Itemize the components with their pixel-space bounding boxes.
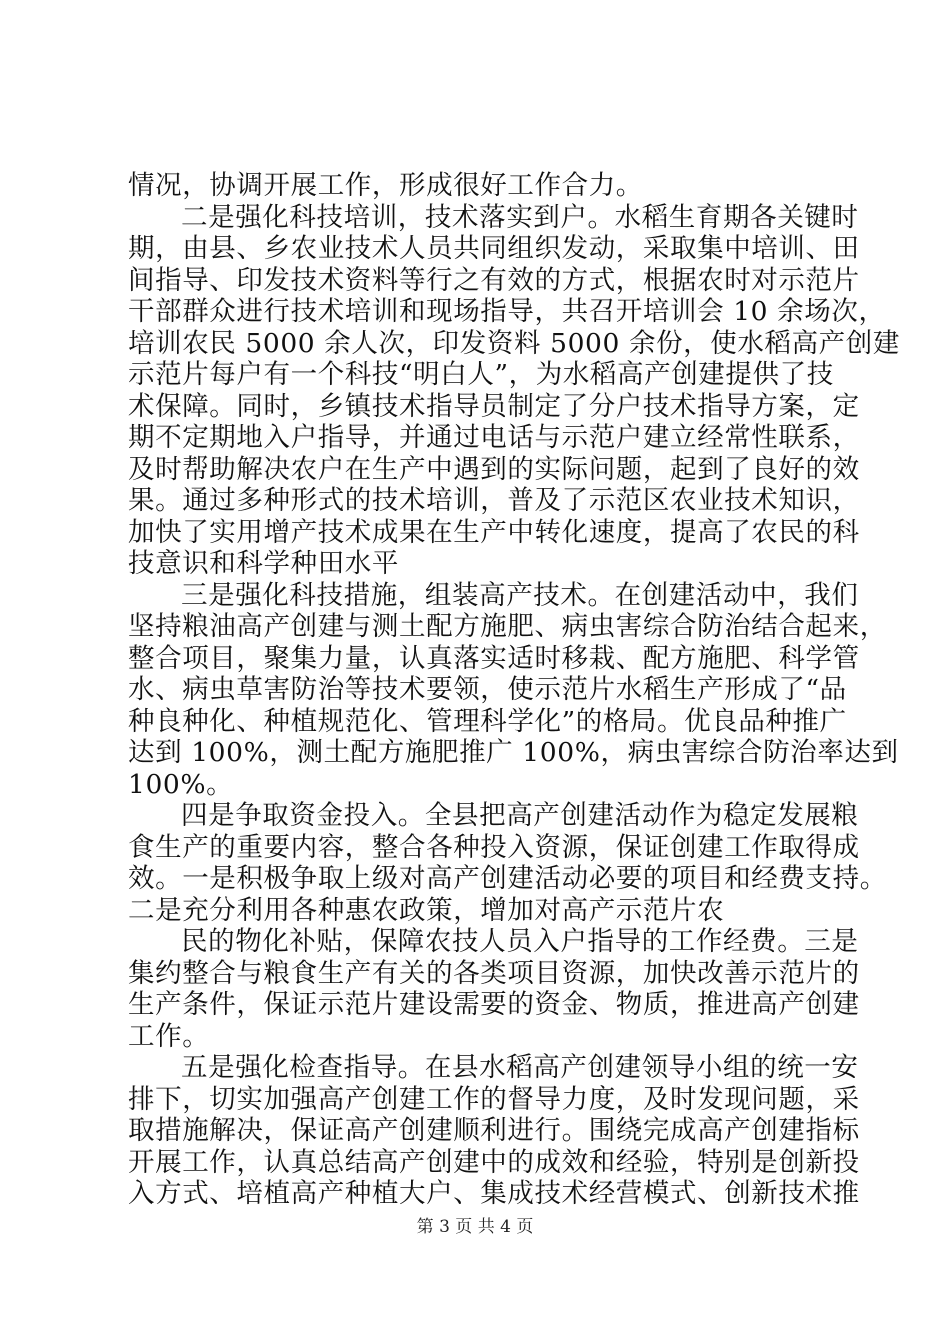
text-line: 生产条件，保证示范片建设需要的资金、物质，推进高产创建 (128, 989, 860, 1020)
text-line: 培训农民 5000 余人次，印发资料 5000 余份，使水稻高产创建 (128, 327, 900, 359)
text-line: 期，由县、乡农业技术人员共同组织发动，采取集中培训、田 (128, 233, 860, 264)
text-line: 工作。 (128, 1020, 210, 1052)
text-line: 期不定期地入户指导，并通过电话与示范户建立经常性联系， (128, 422, 860, 453)
text-line: 示范片每户有一个科技“明白人”，为水稻高产创建提供了技 (128, 359, 834, 390)
text-line: 入方式、培植高产种植大户、集成技术经营模式、创新技术推 (128, 1178, 860, 1209)
text-line: 种良种化、种植规范化、管理科学化”的格局。优良品种推广 (128, 705, 847, 737)
text-line: 技意识和科学种田水平 (128, 548, 399, 579)
paragraph-start-line: 民的物化补贴，保障农技人员入户指导的工作经费。三是 (181, 926, 859, 957)
text-line: 及时帮助解决农户在生产中遇到的实际问题，起到了良好的效 (128, 453, 860, 485)
text-line: 100%。 (128, 768, 234, 800)
text-line: 效。一是积极争取上级对高产创建活动必要的项目和经费支持。 (128, 863, 887, 894)
text-line: 集约整合与粮食生产有关的各类项目资源，加快改善示范片的 (128, 957, 860, 989)
text-line: 排下，切实加强高产创建工作的督导力度，及时发现问题，采 (128, 1083, 860, 1115)
text-line: 果。通过多种形式的技术培训，普及了示范区农业技术知识， (128, 485, 860, 516)
text-line: 整合项目，聚集力量，认真落实适时移栽、配方施肥、科学管 (128, 642, 860, 674)
paragraph-start-line: 三是强化科技措施，组装高产技术。在创建活动中，我们 (181, 579, 859, 611)
text-line: 水、病虫草害防治等技术要领，使示范片水稻生产形成了“品 (128, 674, 847, 705)
text-line: 术保障。同时，乡镇技术指导员制定了分户技术指导方案，定 (128, 390, 860, 422)
page-number-footer: 第 3 页 共 4 页 (416, 1217, 534, 1237)
text-line: 加快了实用增产技术成果在生产中转化速度，提高了农民的科 (128, 516, 860, 548)
text-line: 干部群众进行技术培训和现场指导，共召开培训会 10 余场次， (128, 296, 886, 327)
document-body (128, 170, 900, 1210)
text-line: 间指导、印发技术资料等行之有效的方式，根据农时对示范片 (128, 264, 860, 296)
text-line: 达到 100%，测土配方施肥推广 100%，病虫害综合防治率达到 (128, 737, 899, 768)
text-line: 坚持粮油高产创建与测土配方施肥、病虫害综合防治结合起来， (128, 611, 887, 642)
text-line: 食生产的重要内容，整合各种投入资源，保证创建工作取得成 (128, 831, 860, 863)
paragraph-start-line: 五是强化检查指导。在县水稻高产创建领导小组的统一安 (181, 1052, 859, 1083)
text-line: 开展工作，认真总结高产创建中的成效和经验，特别是创新投 (128, 1146, 860, 1178)
text-line: 取措施解决，保证高产创建顺利进行。围绕完成高产创建指标 (128, 1115, 860, 1146)
paragraph-start-line: 四是争取资金投入。全县把高产创建活动作为稳定发展粮 (181, 800, 859, 831)
text-line: 二是充分利用各种惠农政策，增加对高产示范片农 (128, 894, 725, 926)
text-line: 情况，协调开展工作，形成很好工作合力。 (128, 170, 643, 201)
paragraph-start-line: 二是强化科技培训，技术落实到户。水稻生育期各关键时 (181, 201, 859, 233)
